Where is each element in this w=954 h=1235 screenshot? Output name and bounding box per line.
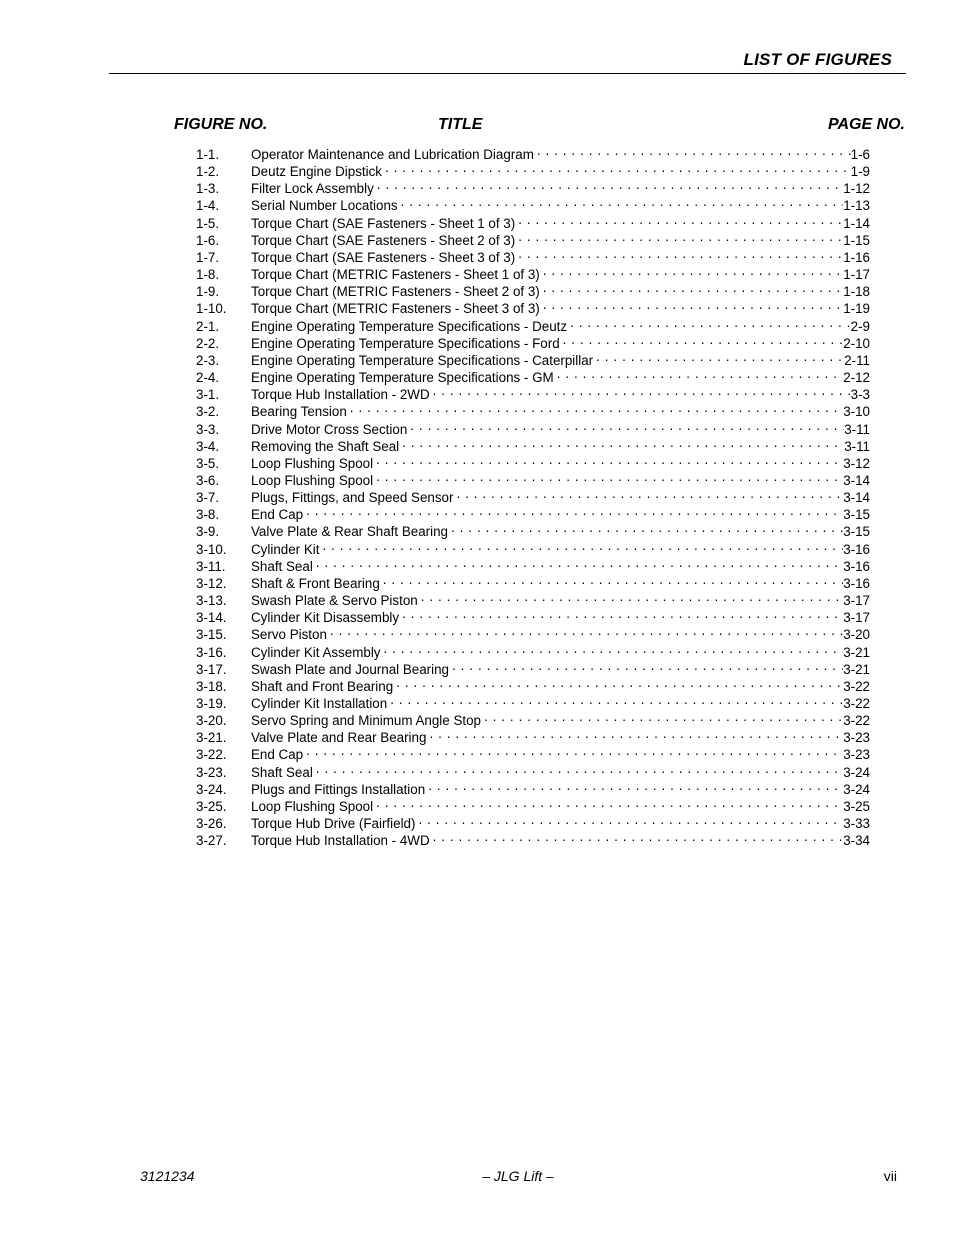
figure-page: 1-12 [843,181,870,197]
page-no-heading: PAGE NO. [827,116,905,133]
figure-page: 3-11 [844,421,870,437]
dot-leader [382,159,851,176]
figure-title: Torque Chart (METRIC Fasteners - Sheet 2 of 3) [251,284,540,300]
figure-title: Cylinder Kit Disassembly [251,610,400,626]
figure-number: 3-22. [196,747,227,763]
figure-page: 3-16 [843,541,870,557]
figure-title: Servo Piston [251,627,327,643]
page-number: vii [883,1168,897,1184]
figure-number: 3-26. [196,816,227,832]
dot-leader [303,502,843,519]
figure-title: Shaft Seal [251,764,313,780]
figure-number: 1-2. [196,164,220,180]
list-item[interactable] [196,142,870,162]
figure-title: Shaft and Front Bearing [251,678,394,694]
figure-number: 2-2. [196,335,220,351]
figure-page: 1-6 [850,147,870,162]
dot-leader [481,708,843,725]
figure-title: Engine Operating Temperature Specifications - Caterpillar [251,352,594,368]
figure-number: 3-23. [196,764,227,780]
dot-leader [381,640,844,657]
dot-leader [426,725,843,742]
figure-number: 3-5. [196,455,220,471]
figure-page: 3-23 [843,730,870,746]
figure-title: Servo Spring and Minimum Angle Stop [251,713,481,729]
figure-page: 3-15 [843,524,870,540]
figure-title: Loop Flushing Spool [251,472,374,488]
dot-leader [399,605,843,622]
figure-page: 3-14 [843,472,870,488]
figure-number: 3-16. [196,644,227,660]
company-name: – JLG Lift – [482,1168,554,1184]
figure-number: 3-20. [196,713,227,729]
figure-page: 1-16 [843,249,870,265]
dot-leader [373,794,843,811]
figure-page: 3-24 [843,781,870,797]
dot-leader [515,228,843,245]
figure-no-heading: FIGURE NO. [174,116,268,133]
dot-leader [567,314,851,331]
figure-title: Torque Hub Installation - 4WD [251,833,430,849]
dot-leader [430,382,851,399]
doc-number: 3121234 [140,1168,195,1184]
figure-title: Swash Plate & Servo Piston [251,593,418,609]
figure-title: Loop Flushing Spool [251,798,374,814]
figure-number: 1-10. [196,301,227,317]
figure-page: 3-15 [843,507,870,523]
figure-title: Loop Flushing Spool [251,455,374,471]
figure-number: 3-18. [196,678,227,694]
figure-page: 3-17 [843,593,870,609]
figure-page: 3-16 [843,575,870,591]
column-headings [174,116,905,136]
figure-title: Torque Hub Drive (Fairfield) [251,816,416,832]
figure-number: 1-3. [196,181,220,197]
dot-leader [303,742,843,759]
figure-page: 3-14 [843,490,870,506]
figure-title: Engine Operating Temperature Specifications - GM [251,370,554,386]
figure-number: 1-4. [196,198,220,214]
figure-title: Cylinder Kit Assembly [251,644,381,660]
figure-title: Torque Chart (SAE Fasteners - Sheet 2 of 3) [251,232,516,248]
figure-title: Torque Chart (SAE Fasteners - Sheet 3 of 3) [251,249,516,265]
dot-leader [540,296,843,313]
figure-page: 3-22 [843,696,870,711]
figure-title: End Cap [251,747,304,763]
figure-number: 1-1. [196,147,220,162]
figure-number: 3-17. [196,661,227,677]
figure-page: 2-12 [843,370,870,386]
dot-leader [560,331,844,348]
figure-page: 3-25 [843,798,870,814]
figure-title: Cylinder Kit [251,541,320,557]
figure-number: 1-9. [196,284,220,300]
figure-title: Plugs, Fittings, and Speed Sensor [251,490,454,506]
dot-leader [448,519,843,536]
figure-page: 1-17 [843,267,870,283]
page-header-title: LIST OF FIGURES [743,50,892,69]
figure-page: 3-17 [843,610,870,626]
figure-title: Torque Chart (METRIC Fasteners - Sheet 3 of 3) [251,301,540,317]
figure-page: 3-11 [844,438,870,454]
figure-title: Serial Number Locations [251,198,398,214]
figure-number: 2-3. [196,352,220,368]
dot-leader [319,537,843,554]
figure-title: Valve Plate and Rear Bearing [251,730,427,746]
figure-page: 2-10 [843,335,870,351]
figure-number: 1-8. [196,267,220,283]
figure-page: 3-20 [843,627,870,643]
dot-leader [453,485,843,502]
figure-number: 3-27. [196,833,227,849]
figure-number: 3-7. [196,490,220,506]
figure-title: Removing the Shaft Seal [251,438,400,454]
figure-title: Deutz Engine Dipstick [251,164,382,180]
dot-leader [415,811,843,828]
dot-leader [373,451,843,468]
dot-leader [425,777,843,794]
figure-title: Bearing Tension [251,404,347,420]
dot-leader [534,142,851,159]
figure-page: 1-13 [843,198,870,214]
figure-number: 3-2. [196,404,220,420]
figure-title: Engine Operating Temperature Specifications - Deutz [251,318,568,334]
figure-page: 1-15 [843,232,870,248]
figure-page: 3-34 [843,833,870,849]
figure-number: 3-9. [196,524,220,540]
figure-number: 3-15. [196,627,227,643]
dot-leader [313,554,843,571]
figure-page: 3-23 [843,747,870,763]
figure-page: 3-16 [843,558,870,574]
dot-leader [373,468,843,485]
dot-leader [540,262,843,279]
figure-title: Operator Maintenance and Lubrication Diagram [251,147,534,162]
dot-leader [540,279,843,296]
figure-number: 3-3. [196,421,220,437]
figure-title: End Cap [251,507,304,523]
figure-number: 3-14. [196,610,227,626]
figure-title: Torque Chart (METRIC Fasteners - Sheet 1 of 3) [251,267,540,283]
figure-number: 2-4. [196,370,220,386]
figure-number: 3-21. [196,730,227,746]
dot-leader [380,571,843,588]
dot-leader [418,588,843,605]
figure-title: Cylinder Kit Installation [251,696,388,711]
title-heading: TITLE [438,116,483,133]
dot-leader [313,760,843,777]
figure-number: 3-10. [196,541,227,557]
dot-leader [347,399,843,416]
figure-page: 2-11 [844,352,870,368]
figure-number: 3-4. [196,438,220,454]
figure-page: 1-14 [843,215,870,231]
figure-page: 3-10 [843,404,870,420]
dot-leader [515,245,843,262]
dot-leader [374,176,843,193]
figure-title: Plugs and Fittings Installation [251,781,426,797]
figure-number: 1-5. [196,215,220,231]
header-divider [109,73,906,74]
dot-leader [515,211,843,228]
figure-number: 2-1. [196,318,220,334]
figure-number: 3-25. [196,798,227,814]
figure-number: 3-11. [196,558,226,574]
figure-page: 3-12 [843,455,870,471]
figure-number: 1-6. [196,232,220,248]
figure-page: 3-24 [843,764,870,780]
dot-leader [399,434,844,451]
figure-number: 1-7. [196,249,220,265]
figure-number: 3-19. [196,696,227,711]
figure-title: Shaft & Front Bearing [251,575,380,591]
figure-page: 3-21 [843,661,870,677]
figure-number: 3-13. [196,593,227,609]
figure-title: Torque Chart (SAE Fasteners - Sheet 1 of 3) [251,215,516,231]
figure-title: Drive Motor Cross Section [251,421,408,437]
dot-leader [398,193,844,210]
figure-page: 3-3 [850,387,870,403]
figure-page: 1-18 [843,284,870,300]
figure-page: 1-9 [850,164,870,180]
dot-leader [407,417,844,434]
figure-number: 3-12. [196,575,227,591]
figure-page: 3-22 [843,678,870,694]
figure-title: Torque Hub Installation - 2WD [251,387,430,403]
figure-list [196,142,870,849]
figure-page: 3-22 [843,713,870,729]
dot-leader [393,674,843,691]
figure-number: 3-6. [196,472,220,488]
figure-title: Filter Lock Assembly [251,181,374,197]
figure-page: 1-19 [843,301,870,317]
figure-number: 3-8. [196,507,220,523]
dot-leader [430,828,844,845]
dot-leader [387,691,843,708]
figure-page: 3-21 [843,644,870,660]
figure-number: 3-1. [196,387,220,403]
dot-leader [593,348,844,365]
figure-page: 2-9 [850,318,870,334]
figure-title: Shaft Seal [251,558,313,574]
figure-page: 3-33 [843,816,870,832]
figure-title: Engine Operating Temperature Specifications - Ford [251,335,560,351]
figure-title: Swash Plate and Journal Bearing [251,661,450,677]
dot-leader [327,622,843,639]
dot-leader [554,365,844,382]
dot-leader [449,657,843,674]
figure-number: 3-24. [196,781,227,797]
figure-title: Valve Plate & Rear Shaft Bearing [251,524,449,540]
